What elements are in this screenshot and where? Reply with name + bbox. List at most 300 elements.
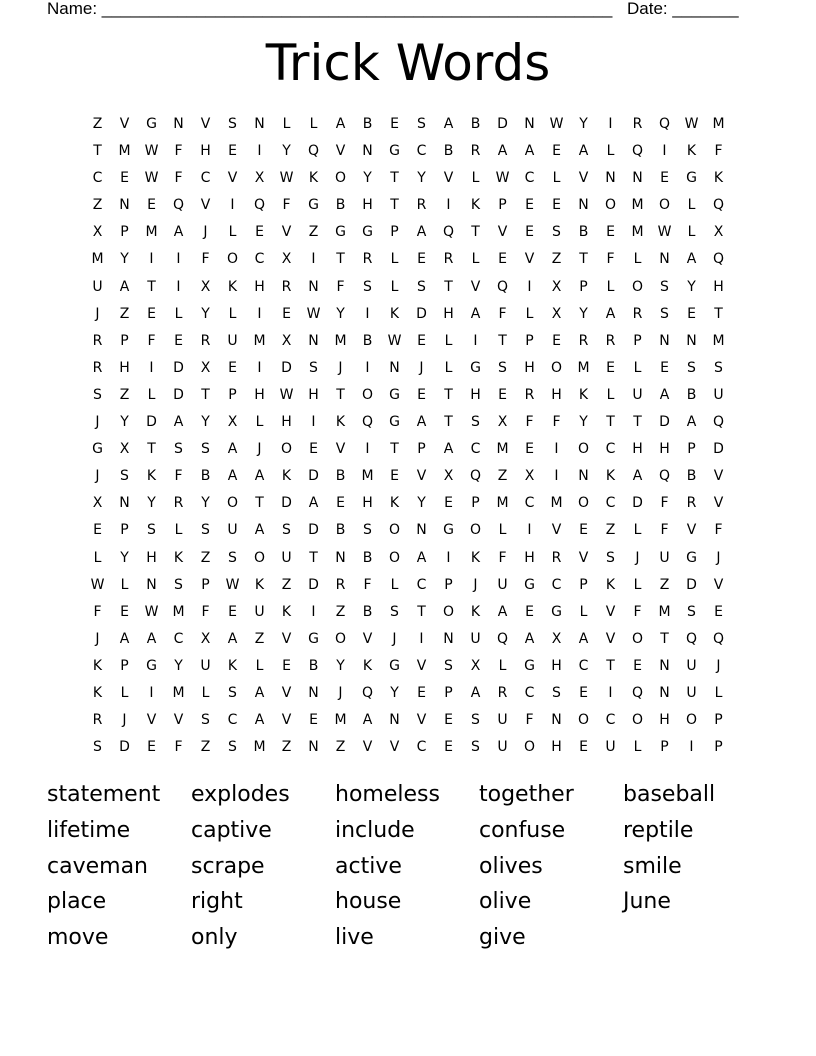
grid-letter: E bbox=[417, 684, 426, 701]
grid-letter: A bbox=[497, 143, 508, 160]
grid-letter: I bbox=[257, 305, 262, 322]
grid-letter: A bbox=[524, 143, 535, 160]
grid-letter: L bbox=[687, 224, 696, 241]
grid-letter: U bbox=[227, 332, 238, 349]
grid-letter: A bbox=[416, 224, 427, 241]
grid-letter: U bbox=[92, 278, 103, 295]
grid-letter: E bbox=[579, 739, 588, 756]
grid-letter: K bbox=[146, 468, 157, 485]
grid-letter: P bbox=[228, 386, 237, 403]
grid-letter: C bbox=[470, 441, 481, 458]
grid-letter: T bbox=[579, 251, 588, 268]
grid-letter: V bbox=[497, 224, 508, 241]
grid-letter: W bbox=[279, 386, 294, 403]
grid-letter: W bbox=[387, 332, 402, 349]
grid-letter: S bbox=[201, 712, 210, 729]
grid-letter: B bbox=[335, 197, 346, 214]
grid-letter: N bbox=[551, 712, 562, 729]
grid-letter: E bbox=[93, 522, 102, 539]
word-list-item: include bbox=[335, 817, 415, 843]
grid-letter: L bbox=[633, 251, 642, 268]
grid-letter: F bbox=[174, 739, 183, 756]
grid-letter: E bbox=[498, 386, 507, 403]
grid-letter: L bbox=[714, 684, 723, 701]
grid-letter: O bbox=[334, 170, 347, 187]
grid-letter: G bbox=[308, 197, 319, 214]
grid-letter: W bbox=[225, 576, 240, 593]
grid-letter: V bbox=[335, 441, 346, 458]
grid-letter: R bbox=[497, 684, 508, 701]
grid-letter: A bbox=[605, 305, 616, 322]
grid-letter: F bbox=[525, 414, 534, 431]
grid-letter: W bbox=[549, 116, 564, 132]
grid-letter: R bbox=[686, 495, 697, 512]
grid-letter: O bbox=[685, 712, 698, 729]
grid-letter: S bbox=[687, 603, 696, 620]
grid-letter: G bbox=[686, 170, 697, 187]
grid-letter: R bbox=[362, 251, 373, 268]
grid-letter: S bbox=[228, 684, 237, 701]
grid-letter: Y bbox=[363, 170, 372, 187]
grid-letter: U bbox=[497, 576, 508, 593]
grid-letter: S bbox=[282, 522, 291, 539]
grid-letter: N bbox=[389, 712, 400, 729]
grid-letter: F bbox=[498, 549, 507, 566]
grid-letter: Y bbox=[120, 549, 129, 566]
grid-letter: Q bbox=[253, 197, 266, 214]
grid-letter: U bbox=[200, 657, 211, 674]
grid-letter: I bbox=[230, 197, 235, 214]
grid-letter: Q bbox=[361, 684, 374, 701]
grid-letter: A bbox=[578, 143, 589, 160]
grid-letter: T bbox=[417, 603, 426, 620]
grid-letter: L bbox=[606, 278, 615, 295]
grid-letter: P bbox=[201, 576, 210, 593]
grid-letter: L bbox=[633, 522, 642, 539]
grid-letter: K bbox=[227, 278, 238, 295]
grid-letter: H bbox=[362, 495, 373, 512]
grid-letter: X bbox=[713, 224, 724, 241]
grid-letter: L bbox=[120, 576, 129, 593]
grid-letter: R bbox=[200, 332, 211, 349]
grid-letter: F bbox=[498, 305, 507, 322]
grid-letter: I bbox=[446, 197, 451, 214]
grid-letter: R bbox=[416, 197, 427, 214]
grid-letter: F bbox=[336, 278, 345, 295]
grid-letter: P bbox=[417, 441, 426, 458]
grid-letter: A bbox=[362, 712, 373, 729]
grid-letter: S bbox=[606, 549, 615, 566]
page-title: Trick Words bbox=[265, 34, 551, 92]
grid-letter: U bbox=[497, 739, 508, 756]
grid-letter: V bbox=[578, 549, 589, 566]
grid-letter: L bbox=[174, 522, 183, 539]
grid-letter: E bbox=[714, 603, 723, 620]
grid-letter: I bbox=[149, 359, 154, 376]
grid-letter: E bbox=[552, 332, 561, 349]
grid-letter: N bbox=[416, 522, 427, 539]
grid-letter: M bbox=[172, 603, 185, 620]
grid-letter: Z bbox=[335, 603, 346, 620]
grid-letter: Z bbox=[659, 576, 670, 593]
grid-letter: H bbox=[308, 386, 319, 403]
grid-letter: A bbox=[497, 603, 508, 620]
grid-letter: S bbox=[147, 522, 156, 539]
grid-letter: G bbox=[686, 549, 697, 566]
grid-letter: F bbox=[633, 603, 642, 620]
grid-letter: O bbox=[631, 712, 644, 729]
grid-letter: T bbox=[714, 305, 723, 322]
grid-letter: G bbox=[362, 224, 373, 241]
grid-letter: A bbox=[470, 305, 481, 322]
grid-letter: F bbox=[525, 712, 534, 729]
grid-letter: L bbox=[390, 576, 399, 593]
grid-letter: B bbox=[578, 224, 589, 241]
grid-letter: X bbox=[551, 630, 562, 647]
grid-letter: H bbox=[659, 441, 670, 458]
grid-letter: N bbox=[308, 278, 319, 295]
grid-letter: Y bbox=[201, 305, 210, 322]
grid-letter: I bbox=[176, 278, 181, 295]
grid-letter: N bbox=[389, 359, 400, 376]
word-list-item: lifetime bbox=[47, 817, 131, 843]
grid-letter: C bbox=[524, 170, 535, 187]
grid-letter: T bbox=[93, 143, 102, 160]
grid-letter: L bbox=[390, 251, 399, 268]
grid-letter: X bbox=[92, 224, 103, 241]
grid-letter: H bbox=[119, 359, 130, 376]
grid-letter: L bbox=[93, 549, 102, 566]
grid-letter: N bbox=[578, 468, 589, 485]
grid-letter: E bbox=[228, 603, 237, 620]
grid-letter: N bbox=[254, 116, 265, 132]
grid-letter: M bbox=[361, 468, 374, 485]
grid-letter: T bbox=[255, 495, 264, 512]
grid-letter: G bbox=[389, 657, 400, 674]
grid-letter: L bbox=[633, 359, 642, 376]
grid-letter: L bbox=[201, 684, 210, 701]
grid-letter: S bbox=[714, 359, 723, 376]
grid-letter: V bbox=[416, 712, 427, 729]
grid-letter: T bbox=[444, 386, 453, 403]
grid-letter: F bbox=[714, 522, 723, 539]
grid-letter: H bbox=[146, 549, 157, 566]
grid-letter: V bbox=[227, 170, 238, 187]
grid-letter: D bbox=[659, 414, 670, 431]
grid-letter: L bbox=[147, 386, 156, 403]
grid-letter: M bbox=[658, 603, 671, 620]
grid-letter: N bbox=[443, 630, 454, 647]
grid-letter: V bbox=[470, 278, 481, 295]
grid-letter: I bbox=[149, 251, 154, 268]
grid-letter: F bbox=[93, 603, 102, 620]
grid-letter: L bbox=[525, 305, 534, 322]
grid-letter: E bbox=[120, 603, 129, 620]
grid-letter: N bbox=[362, 143, 373, 160]
grid-letter: P bbox=[525, 332, 534, 349]
grid-letter: T bbox=[390, 441, 399, 458]
grid-letter: A bbox=[254, 468, 265, 485]
grid-letter: T bbox=[660, 630, 669, 647]
grid-letter: A bbox=[119, 630, 130, 647]
grid-letter: S bbox=[552, 224, 561, 241]
grid-letter: E bbox=[606, 359, 615, 376]
grid-letter: L bbox=[633, 576, 642, 593]
grid-letter: V bbox=[443, 170, 454, 187]
grid-letter: R bbox=[92, 359, 103, 376]
grid-letter: U bbox=[713, 386, 724, 403]
grid-letter: T bbox=[633, 414, 642, 431]
grid-letter: W bbox=[90, 576, 105, 593]
grid-letter: W bbox=[144, 170, 159, 187]
grid-letter: T bbox=[390, 170, 399, 187]
grid-letter: P bbox=[579, 278, 588, 295]
grid-letter: V bbox=[713, 468, 724, 485]
grid-letter: V bbox=[578, 170, 589, 187]
grid-letter: A bbox=[686, 251, 697, 268]
grid-letter: S bbox=[174, 576, 183, 593]
grid-letter: K bbox=[470, 197, 481, 214]
grid-letter: N bbox=[119, 495, 130, 512]
grid-letter: S bbox=[498, 359, 507, 376]
grid-letter: W bbox=[144, 603, 159, 620]
word-list bbox=[47, 780, 767, 959]
grid-letter: A bbox=[416, 414, 427, 431]
grid-letter: Z bbox=[254, 630, 265, 647]
grid-letter: F bbox=[174, 143, 183, 160]
grid-letter: S bbox=[660, 305, 669, 322]
grid-letter: S bbox=[417, 278, 426, 295]
grid-letter: D bbox=[146, 414, 157, 431]
grid-letter: H bbox=[200, 143, 211, 160]
grid-letter: L bbox=[471, 170, 480, 187]
grid-letter: N bbox=[659, 657, 670, 674]
grid-letter: Z bbox=[497, 468, 508, 485]
grid-letter: G bbox=[92, 441, 103, 458]
grid-letter: S bbox=[93, 386, 102, 403]
grid-letter: I bbox=[149, 684, 154, 701]
grid-letter: C bbox=[605, 441, 616, 458]
grid-letter: J bbox=[95, 468, 100, 485]
grid-letter: A bbox=[416, 549, 427, 566]
grid-letter: O bbox=[361, 386, 374, 403]
grid-letter: E bbox=[147, 197, 156, 214]
grid-letter: H bbox=[254, 278, 265, 295]
grid-letter: X bbox=[227, 414, 238, 431]
grid-letter: L bbox=[606, 386, 615, 403]
grid-letter: Y bbox=[336, 657, 345, 674]
word-list-item: captive bbox=[191, 817, 272, 843]
grid-letter: X bbox=[497, 414, 508, 431]
grid-letter: E bbox=[552, 197, 561, 214]
grid-letter: K bbox=[470, 549, 481, 566]
grid-letter: Q bbox=[469, 468, 482, 485]
grid-letter: K bbox=[281, 468, 292, 485]
grid-letter: E bbox=[417, 386, 426, 403]
grid-letter: E bbox=[525, 224, 534, 241]
grid-letter: K bbox=[605, 468, 616, 485]
grid-letter: L bbox=[282, 116, 291, 132]
grid-letter: P bbox=[120, 332, 129, 349]
grid-letter: X bbox=[551, 305, 562, 322]
grid-letter: Z bbox=[119, 386, 130, 403]
grid-letter: O bbox=[388, 522, 401, 539]
grid-letter: P bbox=[120, 224, 129, 241]
grid-letter: E bbox=[444, 712, 453, 729]
word-list-item: reptile bbox=[623, 817, 694, 843]
grid-letter: F bbox=[201, 251, 210, 268]
grid-letter: E bbox=[282, 657, 291, 674]
grid-letter: Q bbox=[658, 468, 671, 485]
grid-letter: H bbox=[551, 657, 562, 674]
grid-letter: H bbox=[551, 739, 562, 756]
grid-letter: U bbox=[605, 739, 616, 756]
grid-letter: O bbox=[604, 197, 617, 214]
grid-letter: E bbox=[525, 441, 534, 458]
grid-letter: Y bbox=[417, 495, 426, 512]
grid-letter: M bbox=[577, 359, 590, 376]
word-list-item: together bbox=[479, 782, 574, 807]
grid-letter: F bbox=[552, 414, 561, 431]
grid-letter: R bbox=[632, 116, 643, 132]
grid-letter: M bbox=[712, 332, 725, 349]
grid-letter: A bbox=[659, 386, 670, 403]
grid-letter: J bbox=[338, 359, 343, 376]
grid-letter: V bbox=[605, 603, 616, 620]
grid-letter: H bbox=[713, 278, 724, 295]
grid-letter: E bbox=[282, 305, 291, 322]
grid-letter: A bbox=[227, 441, 238, 458]
grid-letter: S bbox=[444, 657, 453, 674]
grid-letter: O bbox=[658, 197, 671, 214]
grid-letter: I bbox=[311, 251, 316, 268]
grid-letter: J bbox=[392, 630, 397, 647]
grid-letter: X bbox=[281, 332, 292, 349]
grid-letter: V bbox=[416, 468, 427, 485]
grid-letter: C bbox=[524, 684, 535, 701]
grid-letter: Y bbox=[201, 414, 210, 431]
grid-letter: C bbox=[416, 143, 427, 160]
grid-letter: Q bbox=[442, 224, 455, 241]
grid-letter: J bbox=[257, 441, 262, 458]
grid-letter: K bbox=[281, 603, 292, 620]
grid-letter: Q bbox=[712, 197, 725, 214]
grid-letter: J bbox=[419, 359, 424, 376]
grid-letter: L bbox=[309, 116, 318, 132]
grid-letter: S bbox=[363, 278, 372, 295]
word-list-item: confuse bbox=[479, 817, 566, 843]
grid-letter: J bbox=[95, 414, 100, 431]
grid-letter: U bbox=[470, 630, 481, 647]
grid-letter: S bbox=[471, 712, 480, 729]
grid-letter: R bbox=[524, 386, 535, 403]
grid-letter: C bbox=[551, 576, 562, 593]
grid-letter: Y bbox=[390, 684, 399, 701]
grid-letter: E bbox=[579, 684, 588, 701]
grid-letter: Z bbox=[605, 522, 616, 539]
grid-letter: O bbox=[226, 251, 239, 268]
word-list-item: smile bbox=[623, 853, 682, 879]
word-list-item: active bbox=[335, 853, 402, 879]
word-list-item: olives bbox=[479, 853, 543, 879]
grid-letter: A bbox=[335, 116, 346, 132]
grid-letter: Z bbox=[281, 576, 292, 593]
grid-letter: F bbox=[282, 197, 291, 214]
grid-letter: U bbox=[659, 549, 670, 566]
grid-letter: E bbox=[552, 143, 561, 160]
word-list-item: place bbox=[47, 889, 107, 915]
word-list-item: June bbox=[623, 889, 671, 915]
grid-letter: L bbox=[228, 224, 237, 241]
grid-letter: S bbox=[201, 522, 210, 539]
grid-letter: O bbox=[469, 522, 482, 539]
grid-letter: N bbox=[524, 116, 535, 132]
grid-letter: J bbox=[122, 712, 127, 729]
grid-letter: P bbox=[660, 739, 669, 756]
grid-letter: Q bbox=[496, 630, 509, 647]
grid-letter: P bbox=[120, 657, 129, 674]
grid-letter: K bbox=[362, 657, 373, 674]
grid-letter: X bbox=[254, 170, 265, 187]
grid-letter: M bbox=[712, 116, 725, 132]
grid-letter: Q bbox=[361, 414, 374, 431]
grid-letter: A bbox=[146, 630, 157, 647]
grid-letter: O bbox=[577, 712, 590, 729]
grid-letter: K bbox=[389, 305, 400, 322]
grid-letter: O bbox=[253, 549, 266, 566]
grid-letter: V bbox=[281, 684, 292, 701]
grid-letter: R bbox=[92, 332, 103, 349]
grid-letter: E bbox=[498, 251, 507, 268]
grid-letter: Y bbox=[336, 305, 345, 322]
grid-letter: Z bbox=[119, 305, 130, 322]
word-list-item: explodes bbox=[191, 782, 290, 807]
grid-letter: A bbox=[470, 684, 481, 701]
name-field: Name: ______________________________________________________ bbox=[47, 0, 613, 18]
grid-letter: A bbox=[443, 116, 454, 132]
grid-letter: C bbox=[227, 712, 238, 729]
grid-letter: D bbox=[281, 359, 292, 376]
grid-letter: B bbox=[308, 657, 319, 674]
grid-letter: A bbox=[308, 495, 319, 512]
grid-letter: S bbox=[660, 278, 669, 295]
grid-letter: K bbox=[713, 170, 724, 187]
grid-letter: M bbox=[334, 712, 347, 729]
grid-letter: E bbox=[525, 603, 534, 620]
grid-letter: R bbox=[173, 495, 184, 512]
grid-letter: G bbox=[389, 386, 400, 403]
grid-letter: S bbox=[417, 116, 426, 132]
grid-letter: P bbox=[471, 495, 480, 512]
grid-letter: D bbox=[308, 576, 319, 593]
grid-letter: H bbox=[524, 549, 535, 566]
grid-letter: V bbox=[200, 116, 211, 132]
grid-letter: H bbox=[254, 386, 265, 403]
grid-letter: G bbox=[308, 630, 319, 647]
grid-letter: I bbox=[311, 603, 316, 620]
grid-letter: P bbox=[390, 224, 399, 241]
grid-letter: R bbox=[443, 251, 454, 268]
grid-letter: T bbox=[498, 332, 507, 349]
grid-letter: N bbox=[659, 332, 670, 349]
grid-letter: R bbox=[335, 576, 346, 593]
grid-letter: F bbox=[147, 332, 156, 349]
grid-letter: N bbox=[605, 170, 616, 187]
grid-letter: B bbox=[686, 468, 697, 485]
grid-letter: E bbox=[660, 359, 669, 376]
grid-letter: P bbox=[444, 684, 453, 701]
grid-letter: P bbox=[714, 712, 723, 729]
